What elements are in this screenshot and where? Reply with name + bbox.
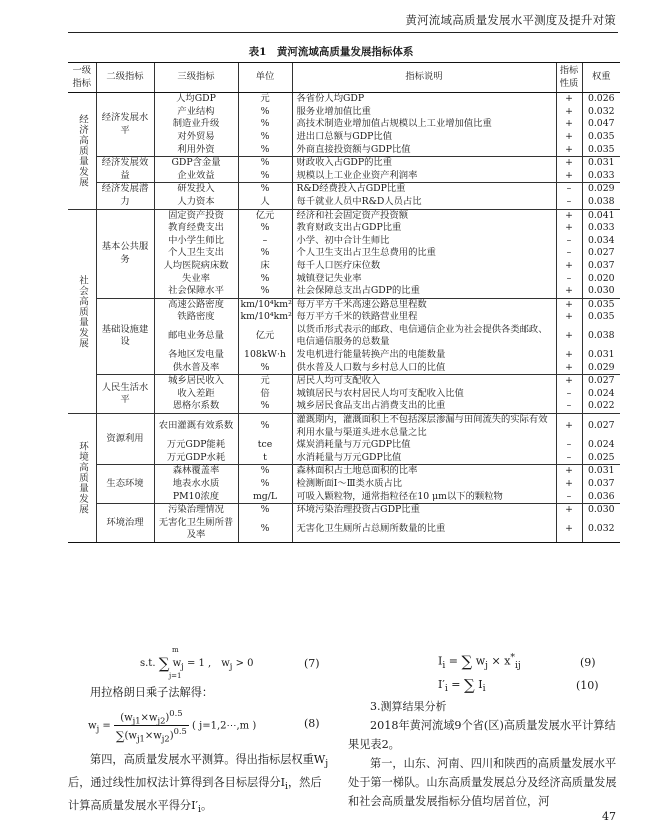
nature-cell: –: [556, 439, 582, 452]
table-row: [68, 209, 620, 222]
unit-cell: %: [238, 285, 292, 298]
desc-cell: 城镇居民与农村居民人均可支配收入比值: [292, 388, 556, 401]
weight-cell: 0.038: [582, 196, 620, 209]
header-nature: 指标性质: [556, 63, 582, 93]
unit-cell: %: [238, 273, 292, 286]
desc-cell: 城镇登记失业率: [292, 273, 556, 286]
eq7-tail: = 1 , w: [186, 658, 230, 669]
unit-cell: %: [238, 144, 292, 157]
desc-cell: 供水普及人口数与乡村总人口的比值: [292, 362, 556, 375]
level3-cell: 邮电业务总量: [154, 324, 238, 349]
level2-cell: 经济发展水平: [96, 93, 154, 157]
desc-cell: 煤炭消耗量与万元GDP比值: [292, 439, 556, 452]
level3-cell: 社会保障水平: [154, 285, 238, 298]
weight-cell: 0.036: [582, 491, 620, 504]
weight-cell: 0.030: [582, 504, 620, 517]
nature-cell: –: [556, 273, 582, 286]
weight-cell: 0.047: [582, 118, 620, 131]
weight-cell: 0.020: [582, 273, 620, 286]
level3-cell: 制造业升级: [154, 118, 238, 131]
header-weight: 权重: [582, 63, 620, 93]
nature-cell: –: [556, 400, 582, 413]
level3-cell: 收入差距: [154, 388, 238, 401]
level2-cell: 经济发展效益: [96, 157, 154, 183]
weight-cell: 0.022: [582, 400, 620, 413]
unit-cell: %: [238, 118, 292, 131]
nature-cell: +: [556, 131, 582, 144]
unit-cell: %: [238, 222, 292, 235]
eq7-number: (7): [304, 657, 320, 670]
nature-cell: –: [556, 388, 582, 401]
desc-cell: 个人卫生支出占卫生总费用的比重: [292, 247, 556, 260]
unit-cell: 108kW·h: [238, 349, 292, 362]
nature-cell: +: [556, 478, 582, 491]
unit-cell: mg/L: [238, 491, 292, 504]
nature-cell: +: [556, 222, 582, 235]
nature-cell: +: [556, 311, 582, 324]
nature-cell: +: [556, 298, 582, 311]
weight-cell: 0.033: [582, 170, 620, 183]
eq7-sum-bottom: j=1: [169, 672, 182, 680]
unit-cell: %: [238, 504, 292, 517]
level2-cell: 人民生活水平: [96, 375, 154, 414]
header-desc: 指标说明: [292, 63, 556, 93]
level2-cell: 环境治理: [96, 504, 154, 543]
level1-label: 经济高质量发展: [77, 114, 89, 188]
paragraph-2: 第一，山东、河南、四川和陕西的高质量发展水平处于第一梯队。山东高质量发展总分及经济高质量发展和社会高质量发展指标分值均居首位，河: [348, 757, 617, 808]
weight-cell: 0.033: [582, 222, 620, 235]
nature-cell: +: [556, 260, 582, 273]
unit-cell: %: [238, 414, 292, 440]
eq10-number: (10): [576, 679, 599, 692]
unit-cell: %: [238, 362, 292, 375]
level3-cell: 铁路密度: [154, 311, 238, 324]
level2-cell: 资源利用: [96, 414, 154, 465]
weight-cell: 0.027: [582, 375, 620, 388]
level3-cell: 教育经费支出: [154, 222, 238, 235]
desc-cell: 每千人口医疗床位数: [292, 260, 556, 273]
level2-cell: 经济发展潜力: [96, 183, 154, 209]
table-row: [68, 157, 620, 170]
header-rule: [68, 32, 618, 33]
eq8-denominator: $\sum(w_{j1}\times w_{j2})^{0.5}$: [115, 726, 187, 744]
paragraph-1: 2018年黄河流域9个省(区)高质量发展水平计算结果见表2。: [348, 719, 616, 751]
table-title: 表1 黄河流域高质量发展指标体系: [248, 46, 414, 58]
level3-cell: 企业效益: [154, 170, 238, 183]
weight-cell: 0.024: [582, 388, 620, 401]
header-level1: 一级指标: [68, 63, 96, 93]
desc-cell: 外商直接投资额与GDP比值: [292, 144, 556, 157]
level2-cell: 生态环境: [96, 465, 154, 504]
desc-cell: 无害化卫生厕所占总厕所数量的比重: [292, 517, 556, 543]
level3-cell: 失业率: [154, 273, 238, 286]
level3-cell: 高速公路密度: [154, 298, 238, 311]
weight-cell: 0.031: [582, 157, 620, 170]
unit-cell: %: [238, 170, 292, 183]
nature-cell: +: [556, 106, 582, 119]
unit-cell: –: [238, 235, 292, 248]
eq8-lhs: w: [88, 720, 97, 732]
nature-cell: +: [556, 144, 582, 157]
desc-cell: 服务业增加值比重: [292, 106, 556, 119]
nature-cell: +: [556, 157, 582, 170]
level3-cell: 地表水水质: [154, 478, 238, 491]
level3-cell: PM10浓度: [154, 491, 238, 504]
unit-cell: %: [238, 400, 292, 413]
level3-cell: 供水普及率: [154, 362, 238, 375]
level3-cell: GDP含金量: [154, 157, 238, 170]
level3-cell: 产业结构: [154, 106, 238, 119]
eq7-condition: s.t.: [140, 658, 156, 669]
desc-cell: 经济和社会固定资产投资额: [292, 209, 556, 222]
equation-7: s.t. ∑ $w_j = 1$ , $w_j > 0$: [140, 654, 254, 673]
nature-cell: +: [556, 414, 582, 440]
level3-cell: 万元GDP水耗: [154, 452, 238, 465]
unit-cell: 倍: [238, 388, 292, 401]
level3-cell: 利用外资: [154, 144, 238, 157]
desc-cell: 居民人均可支配收入: [292, 375, 556, 388]
unit-cell: %: [238, 157, 292, 170]
section-3-heading: 3.测算结果分析: [370, 700, 447, 713]
unit-cell: km/10⁴km²: [238, 311, 292, 324]
weight-cell: 0.034: [582, 235, 620, 248]
desc-cell: R&D经费投入占GDP比重: [292, 183, 556, 196]
desc-cell: 社会保障总支出占GDP的比重: [292, 285, 556, 298]
desc-cell: 教育财政支出占GDP比重: [292, 222, 556, 235]
level3-cell: 研发投入: [154, 183, 238, 196]
desc-cell: 每万平方千米的铁路营业里程: [292, 311, 556, 324]
level3-cell: 农田灌溉有效系数: [154, 414, 238, 440]
weight-cell: 0.038: [582, 324, 620, 349]
nature-cell: +: [556, 362, 582, 375]
level1-cell: [68, 414, 96, 543]
level1-cell: [68, 209, 96, 414]
desc-cell: 小学、初中合计生师比: [292, 235, 556, 248]
nature-cell: +: [556, 375, 582, 388]
level3-cell: 恩格尔系数: [154, 400, 238, 413]
level3-cell: 固定资产投资: [154, 209, 238, 222]
unit-cell: %: [238, 247, 292, 260]
desc-cell: 财政收入占GDP的比重: [292, 157, 556, 170]
header-level3: 三级指标: [154, 63, 238, 93]
unit-cell: 元: [238, 93, 292, 106]
unit-cell: %: [238, 478, 292, 491]
unit-cell: 元: [238, 375, 292, 388]
nature-cell: +: [556, 118, 582, 131]
equation-10: $I'_i$ = ∑ $I_i$: [438, 676, 486, 695]
unit-cell: t: [238, 452, 292, 465]
level2-cell: 基本公共服务: [96, 209, 154, 298]
level3-cell: 人均GDP: [154, 93, 238, 106]
desc-cell: 水消耗量与万元GDP比值: [292, 452, 556, 465]
unit-cell: 床: [238, 260, 292, 273]
eq8-fraction: [114, 708, 189, 744]
table-row: [68, 414, 620, 440]
nature-cell: –: [556, 247, 582, 260]
weight-cell: 0.031: [582, 465, 620, 478]
desc-cell: 城乡居民食品支出占消费支出的比重: [292, 400, 556, 413]
desc-cell: 灌溉期内，灌溉面积上不包括深层渗漏与田间流失的实际有效利用水量与渠道头进水总量之比: [292, 414, 556, 440]
unit-cell: %: [238, 183, 292, 196]
unit-cell: km/10⁴km²: [238, 298, 292, 311]
equation-9: $I_i$ = ∑ $w_j \times x^*_{ij}$: [438, 652, 521, 671]
weight-cell: 0.027: [582, 414, 620, 440]
weight-cell: 0.030: [582, 285, 620, 298]
table-row: [68, 375, 620, 388]
weight-cell: 0.037: [582, 478, 620, 491]
lagrange-intro: 用拉格朗日乘子法解得：: [90, 686, 214, 699]
table-row: [68, 504, 620, 517]
level1-label: 环境高质量发展: [77, 441, 89, 515]
nature-cell: +: [556, 285, 582, 298]
nature-cell: –: [556, 196, 582, 209]
nature-cell: +: [556, 209, 582, 222]
weight-cell: 0.035: [582, 144, 620, 157]
unit-cell: %: [238, 517, 292, 543]
desc-cell: 规模以上工业企业资产利润率: [292, 170, 556, 183]
table-body: [68, 93, 620, 543]
nature-cell: +: [556, 170, 582, 183]
nature-cell: +: [556, 504, 582, 517]
weight-cell: 0.035: [582, 311, 620, 324]
running-head: 黄河流域高质量发展水平测度及提升对策: [405, 13, 616, 27]
weight-cell: 0.032: [582, 106, 620, 119]
level3-cell: 中小学生师比: [154, 235, 238, 248]
desc-cell: 进出口总额与GDP比值: [292, 131, 556, 144]
weight-cell: 0.027: [582, 247, 620, 260]
level3-cell: 个人卫生支出: [154, 247, 238, 260]
desc-cell: 可吸入颗粒物，通常指粒径在10 μm以下的颗粒物: [292, 491, 556, 504]
table-header-row: [68, 63, 620, 93]
unit-cell: %: [238, 131, 292, 144]
step4-paragraph: 第四，高质量发展水平测算。得出指标层权重$W_j$后，通过线性加权法计算得到各目标层得分$I_i$，然后计算高质量发展水平得分$I'_i$。: [68, 753, 329, 816]
nature-cell: +: [556, 93, 582, 106]
page-number: 47: [602, 810, 616, 823]
level3-cell: 万元GDP能耗: [154, 439, 238, 452]
level3-cell: 城乡居民收入: [154, 375, 238, 388]
level3-cell: 森林覆盖率: [154, 465, 238, 478]
desc-cell: 每千就业人员中R&D人员占比: [292, 196, 556, 209]
level3-cell: 人均医院病床数: [154, 260, 238, 273]
desc-cell: 检测断面Ⅰ～Ⅲ类水质占比: [292, 478, 556, 491]
nature-cell: +: [556, 465, 582, 478]
eq8-range: ( j=1,2⋯,m ): [192, 720, 257, 732]
level3-cell: 对外贸易: [154, 131, 238, 144]
unit-cell: 人: [238, 196, 292, 209]
level2-cell: 基础设施建设: [96, 298, 154, 375]
nature-cell: –: [556, 235, 582, 248]
desc-cell: 发电机进行能量转换产出的电能数量: [292, 349, 556, 362]
desc-cell: 以货币形式表示的邮政、电信通信企业为社会提供各类邮政、电信通信服务的总数量: [292, 324, 556, 349]
table-row: [68, 298, 620, 311]
unit-cell: tce: [238, 439, 292, 452]
weight-cell: 0.035: [582, 131, 620, 144]
nature-cell: –: [556, 183, 582, 196]
eq7-tail2: > 0: [232, 658, 254, 669]
weight-cell: 0.035: [582, 298, 620, 311]
level3-cell: 污染治理情况: [154, 504, 238, 517]
weight-cell: 0.029: [582, 362, 620, 375]
table-row: [68, 183, 620, 196]
nature-cell: –: [556, 491, 582, 504]
table-row: [68, 465, 620, 478]
weight-cell: 0.024: [582, 439, 620, 452]
table-row: [68, 93, 620, 106]
header-unit: 单位: [238, 63, 292, 93]
weight-cell: 0.031: [582, 349, 620, 362]
nature-cell: +: [556, 349, 582, 362]
eq7-body: w: [172, 658, 182, 669]
level3-cell: 各地区发电量: [154, 349, 238, 362]
weight-cell: 0.026: [582, 93, 620, 106]
eq8-number: (8): [304, 717, 320, 730]
nature-cell: +: [556, 324, 582, 349]
nature-cell: –: [556, 452, 582, 465]
level1-cell: [68, 93, 96, 209]
desc-cell: 高技术制造业增加值占规模以上工业增加值比重: [292, 118, 556, 131]
header-level2: 二级指标: [96, 63, 154, 93]
weight-cell: 0.029: [582, 183, 620, 196]
desc-cell: 各省份人均GDP: [292, 93, 556, 106]
eq8-numerator: $(w_{j1}\times w_{j2})^{0.5}$: [114, 708, 189, 726]
indicator-table: [68, 62, 620, 543]
eq9-number: (9): [580, 656, 596, 669]
weight-cell: 0.041: [582, 209, 620, 222]
level3-cell: 人力资本: [154, 196, 238, 209]
desc-cell: 环境污染治理投资占GDP比重: [292, 504, 556, 517]
nature-cell: +: [556, 517, 582, 543]
desc-cell: 森林面积占土地总面积的比率: [292, 465, 556, 478]
eq7-sum-top: m: [172, 646, 179, 654]
weight-cell: 0.025: [582, 452, 620, 465]
unit-cell: 亿元: [238, 324, 292, 349]
equation-8: $w_j$ = $\frac{(w_{j1}\times w_{j2})^{0.5}}{\sum(w_{j1}\times w_{j2})^{0.5}}$ ( j=1,2⋯,m ): [88, 708, 257, 744]
level1-label: 社会高质量发展: [77, 274, 89, 349]
unit-cell: %: [238, 106, 292, 119]
weight-cell: 0.037: [582, 260, 620, 273]
unit-cell: %: [238, 465, 292, 478]
sum-symbol-icon: ∑: [158, 654, 170, 673]
unit-cell: 亿元: [238, 209, 292, 222]
level3-cell: 无害化卫生厕所普及率: [154, 517, 238, 543]
weight-cell: 0.032: [582, 517, 620, 543]
desc-cell: 每万平方千米高速公路总里程数: [292, 298, 556, 311]
